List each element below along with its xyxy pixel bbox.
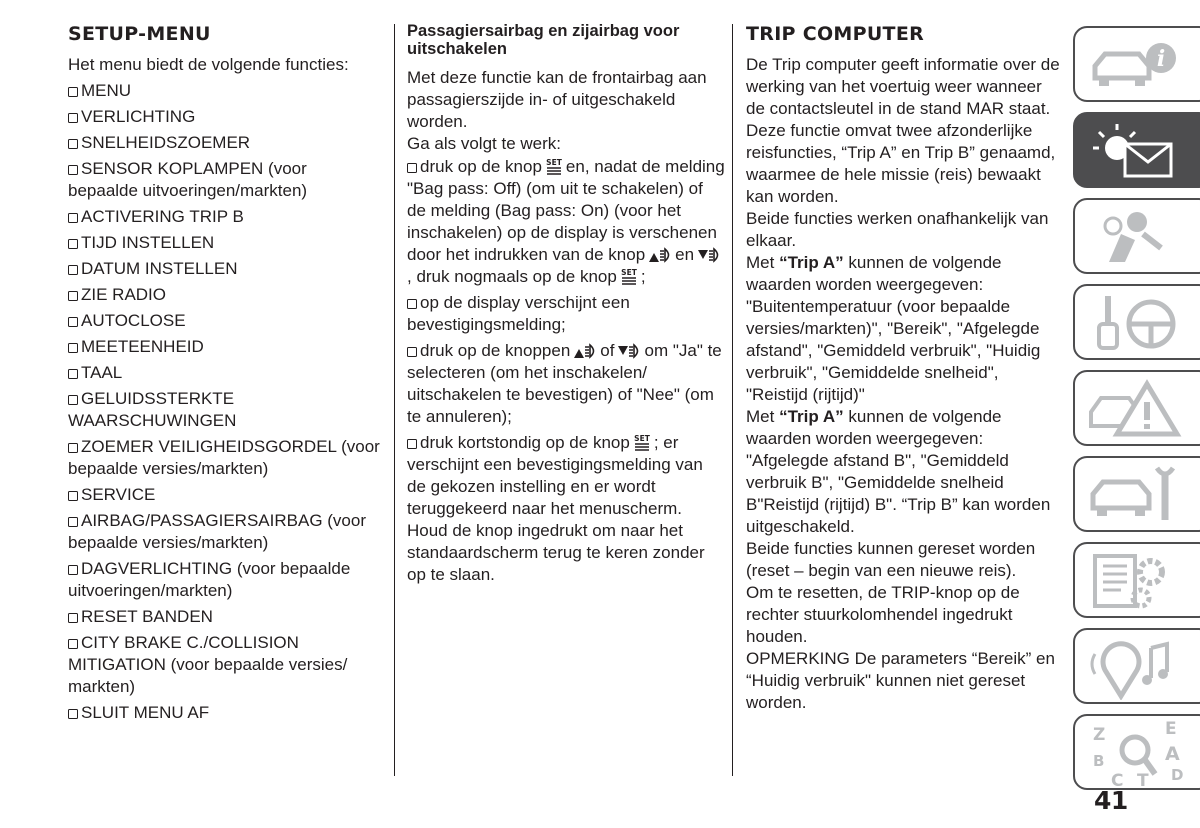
checkbox-bullet-icon — [68, 139, 78, 149]
tab-index[interactable] — [1073, 714, 1200, 790]
checkbox-bullet-icon — [68, 709, 78, 719]
column-setup-menu — [68, 22, 380, 728]
step-item: druk kortstondig op de knop SET ; er verschijnt een bevestigingsmelding van de gekozen instelling en er wordt teruggekeerd naar het menuscherm. Houd de knop ingedrukt om naar het standaardscherm terug te keren zonder op te slaan. — [407, 433, 705, 584]
menu-list-item: ACTIVERING TRIP B — [68, 206, 380, 228]
car-warning-triangle-icon — [1085, 376, 1185, 442]
tab-technical-data[interactable] — [1073, 542, 1200, 618]
tab-starting-driving[interactable] — [1073, 284, 1200, 360]
document-gear-icon — [1085, 548, 1185, 614]
car-info-icon — [1085, 32, 1185, 98]
menu-list-item: ZOEMER VEILIGHEIDSGORDEL (voor bepaalde versies/markten) — [68, 437, 380, 478]
step-item: op de display verschijnt een bevestigingsmelding; — [407, 293, 630, 334]
intro-text: Het menu biedt de volgende functies: — [68, 55, 349, 74]
car-wrench-icon — [1085, 462, 1185, 528]
tab-car-info[interactable] — [1073, 26, 1200, 102]
paragraph: Beide functies kunnen gereset worden (reset – begin van een nieuwe reis). — [746, 539, 1036, 580]
menu-list-item: AIRBAG/PASSAGIERSAIRBAG (voor bepaalde versies/markten) — [68, 511, 366, 552]
checkbox-bullet-icon — [68, 395, 78, 405]
paragraph: De Trip computer geeft informatie over de werking van het voertuig weer wanneer de contactsleutel in de stand MAR staat. Deze functie omvat twee afzonderlijke reisfuncties, “Trip A” en Trip B” genaamd, waarmee de hele missie (reis) bewaakt kan worden. — [746, 55, 1060, 206]
tab-emergency[interactable] — [1073, 370, 1200, 446]
svg-text:SET: SET — [546, 158, 562, 167]
svg-text:C: C — [1111, 771, 1124, 786]
set-button-icon — [544, 158, 564, 176]
checkbox-bullet-icon — [68, 213, 78, 223]
step-item: druk op de knop SET en, nadat de melding "Bag pass: Off) (om uit te schakelen) of de melding (Bag pass: On) (voor het inschakelen) op de display is verschenen door het indrukken van de knop en, druk nogmaals op de knop SET ; — [407, 157, 725, 286]
checkbox-bullet-icon — [68, 87, 78, 97]
checkbox-bullet-icon — [407, 163, 417, 173]
svg-text:B: B — [1093, 752, 1105, 770]
headlight-down-button-icon — [616, 342, 642, 360]
alphabet-index-icon — [1085, 720, 1185, 786]
menu-list-item: SNELHEIDSZOEMER — [68, 132, 380, 154]
checkbox-bullet-icon — [407, 347, 417, 357]
checkbox-bullet-icon — [68, 317, 78, 327]
menu-list-item: SENSOR KOPLAMPEN (voor bepaalde uitvoeringen/markten) — [68, 159, 308, 200]
checkbox-bullet-icon — [68, 265, 78, 275]
menu-list-item: CITY BRAKE C./COLLISION MITIGATION (voor bepaalde versies/ markten) — [68, 633, 348, 696]
menu-list-item: MEETEENHEID — [68, 336, 380, 358]
tab-maintenance[interactable] — [1073, 456, 1200, 532]
menu-list-item: SLUIT MENU AF — [68, 702, 380, 724]
svg-text:Z: Z — [1093, 725, 1106, 745]
paragraph: OPMERKING De parameters “Bereik” en “Huidig verbruik" kunnen niet gereset worden. — [746, 649, 1055, 712]
paragraph: Met “Trip A” kunnen de volgende waarden worden weergegeven: "Afgelegde afstand B", "Gemiddeld verbruik B", "Gemiddelde snelheid B"Reistijd (rijtijd) B". “Trip B” kan worden uitgeschakeld. — [746, 407, 1051, 536]
menu-list-item: SERVICE — [68, 484, 380, 506]
section-heading: TRIP COMPUTER — [746, 23, 925, 45]
section-heading: SETUP-MENU — [68, 23, 211, 45]
tab-safety[interactable] — [1073, 198, 1200, 274]
section-subheading: Passagiersairbag en zijairbag voor uitschakelen — [407, 22, 680, 58]
menu-function-list — [68, 80, 380, 724]
checkbox-bullet-icon — [68, 291, 78, 301]
paragraph: Om te resetten, de TRIP-knop op de rechter stuurkolomhendel ingedrukt houden. — [746, 583, 1020, 646]
page-number: 41 — [1094, 786, 1128, 815]
step-item: druk op de knoppen of om "Ja" te selecteren (om het inschakelen/ uitschakelen te bevestigen) of "Nee" (om te annuleren); — [407, 341, 722, 426]
menu-list-item: TIJD INSTELLEN — [68, 232, 380, 254]
checkbox-bullet-icon — [68, 517, 78, 527]
menu-list-item: DATUM INSTELLEN — [68, 258, 380, 280]
checkbox-bullet-icon — [68, 443, 78, 453]
menu-list-item: TAAL — [68, 362, 380, 384]
svg-text:D: D — [1171, 766, 1184, 784]
menu-list-item: AUTOCLOSE — [68, 310, 380, 332]
checkbox-bullet-icon — [68, 343, 78, 353]
checkbox-bullet-icon — [407, 439, 417, 449]
svg-text:A: A — [1165, 743, 1180, 765]
svg-text:E: E — [1165, 720, 1177, 739]
key-steering-wheel-icon — [1085, 290, 1185, 356]
headlight-down-button-icon — [696, 246, 722, 264]
checkbox-bullet-icon — [68, 113, 78, 123]
paragraph: Ga als volgt te werk: — [407, 134, 562, 153]
checkbox-bullet-icon — [68, 565, 78, 575]
menu-list-item: GELUIDSSTERKTE WAARSCHUWINGEN — [68, 389, 237, 430]
paragraph: Beide functies werken onafhankelijk van elkaar. — [746, 209, 1049, 250]
checkbox-bullet-icon — [68, 613, 78, 623]
svg-text:T: T — [1137, 771, 1149, 786]
checkbox-bullet-icon — [68, 639, 78, 649]
menu-list-item: ZIE RADIO — [68, 284, 380, 306]
paragraph: Met “Trip A” kunnen de volgende waarden worden weergegeven: "Buitentemperatuur (voor bepaalde versies/markten)", "Bereik", "Afgelegde afstand", "Gemiddeld verbruik", "Huidig verbruik", "Gemiddelde snelheid", "Reistijd (rijtijd)" — [746, 253, 1041, 404]
checkbox-bullet-icon — [407, 299, 417, 309]
paragraph: Met deze functie kan de frontairbag aan passagierszijde in- of uitgeschakeld worden. — [407, 68, 707, 131]
menu-list-item: VERLICHTING — [68, 106, 380, 128]
headlight-up-button-icon — [572, 342, 598, 360]
airbag-seat-icon — [1085, 204, 1185, 270]
menu-list-item: DAGVERLICHTING (voor bepaalde uitvoeringen/markten) — [68, 559, 351, 600]
checkbox-bullet-icon — [68, 491, 78, 501]
menu-list-item: MENU — [68, 80, 380, 102]
warning-light-message-icon — [1085, 118, 1185, 184]
checkbox-bullet-icon — [68, 239, 78, 249]
column-airbag — [407, 22, 725, 590]
music-location-icon — [1085, 634, 1185, 700]
menu-list-item: RESET BANDEN — [68, 606, 380, 628]
tab-multimedia[interactable] — [1073, 628, 1200, 704]
checkbox-bullet-icon — [68, 165, 78, 175]
column-divider — [394, 24, 395, 776]
svg-text:i: i — [1156, 46, 1166, 72]
headlight-up-button-icon — [647, 246, 673, 264]
set-button-icon — [619, 268, 639, 286]
svg-text:SET: SET — [620, 268, 637, 277]
column-divider — [732, 24, 733, 776]
set-button-icon — [632, 434, 652, 452]
checkbox-bullet-icon — [68, 369, 78, 379]
svg-text:SET: SET — [633, 434, 650, 443]
column-trip-computer — [746, 22, 1064, 714]
tab-lights-dashboard[interactable] — [1073, 112, 1200, 188]
